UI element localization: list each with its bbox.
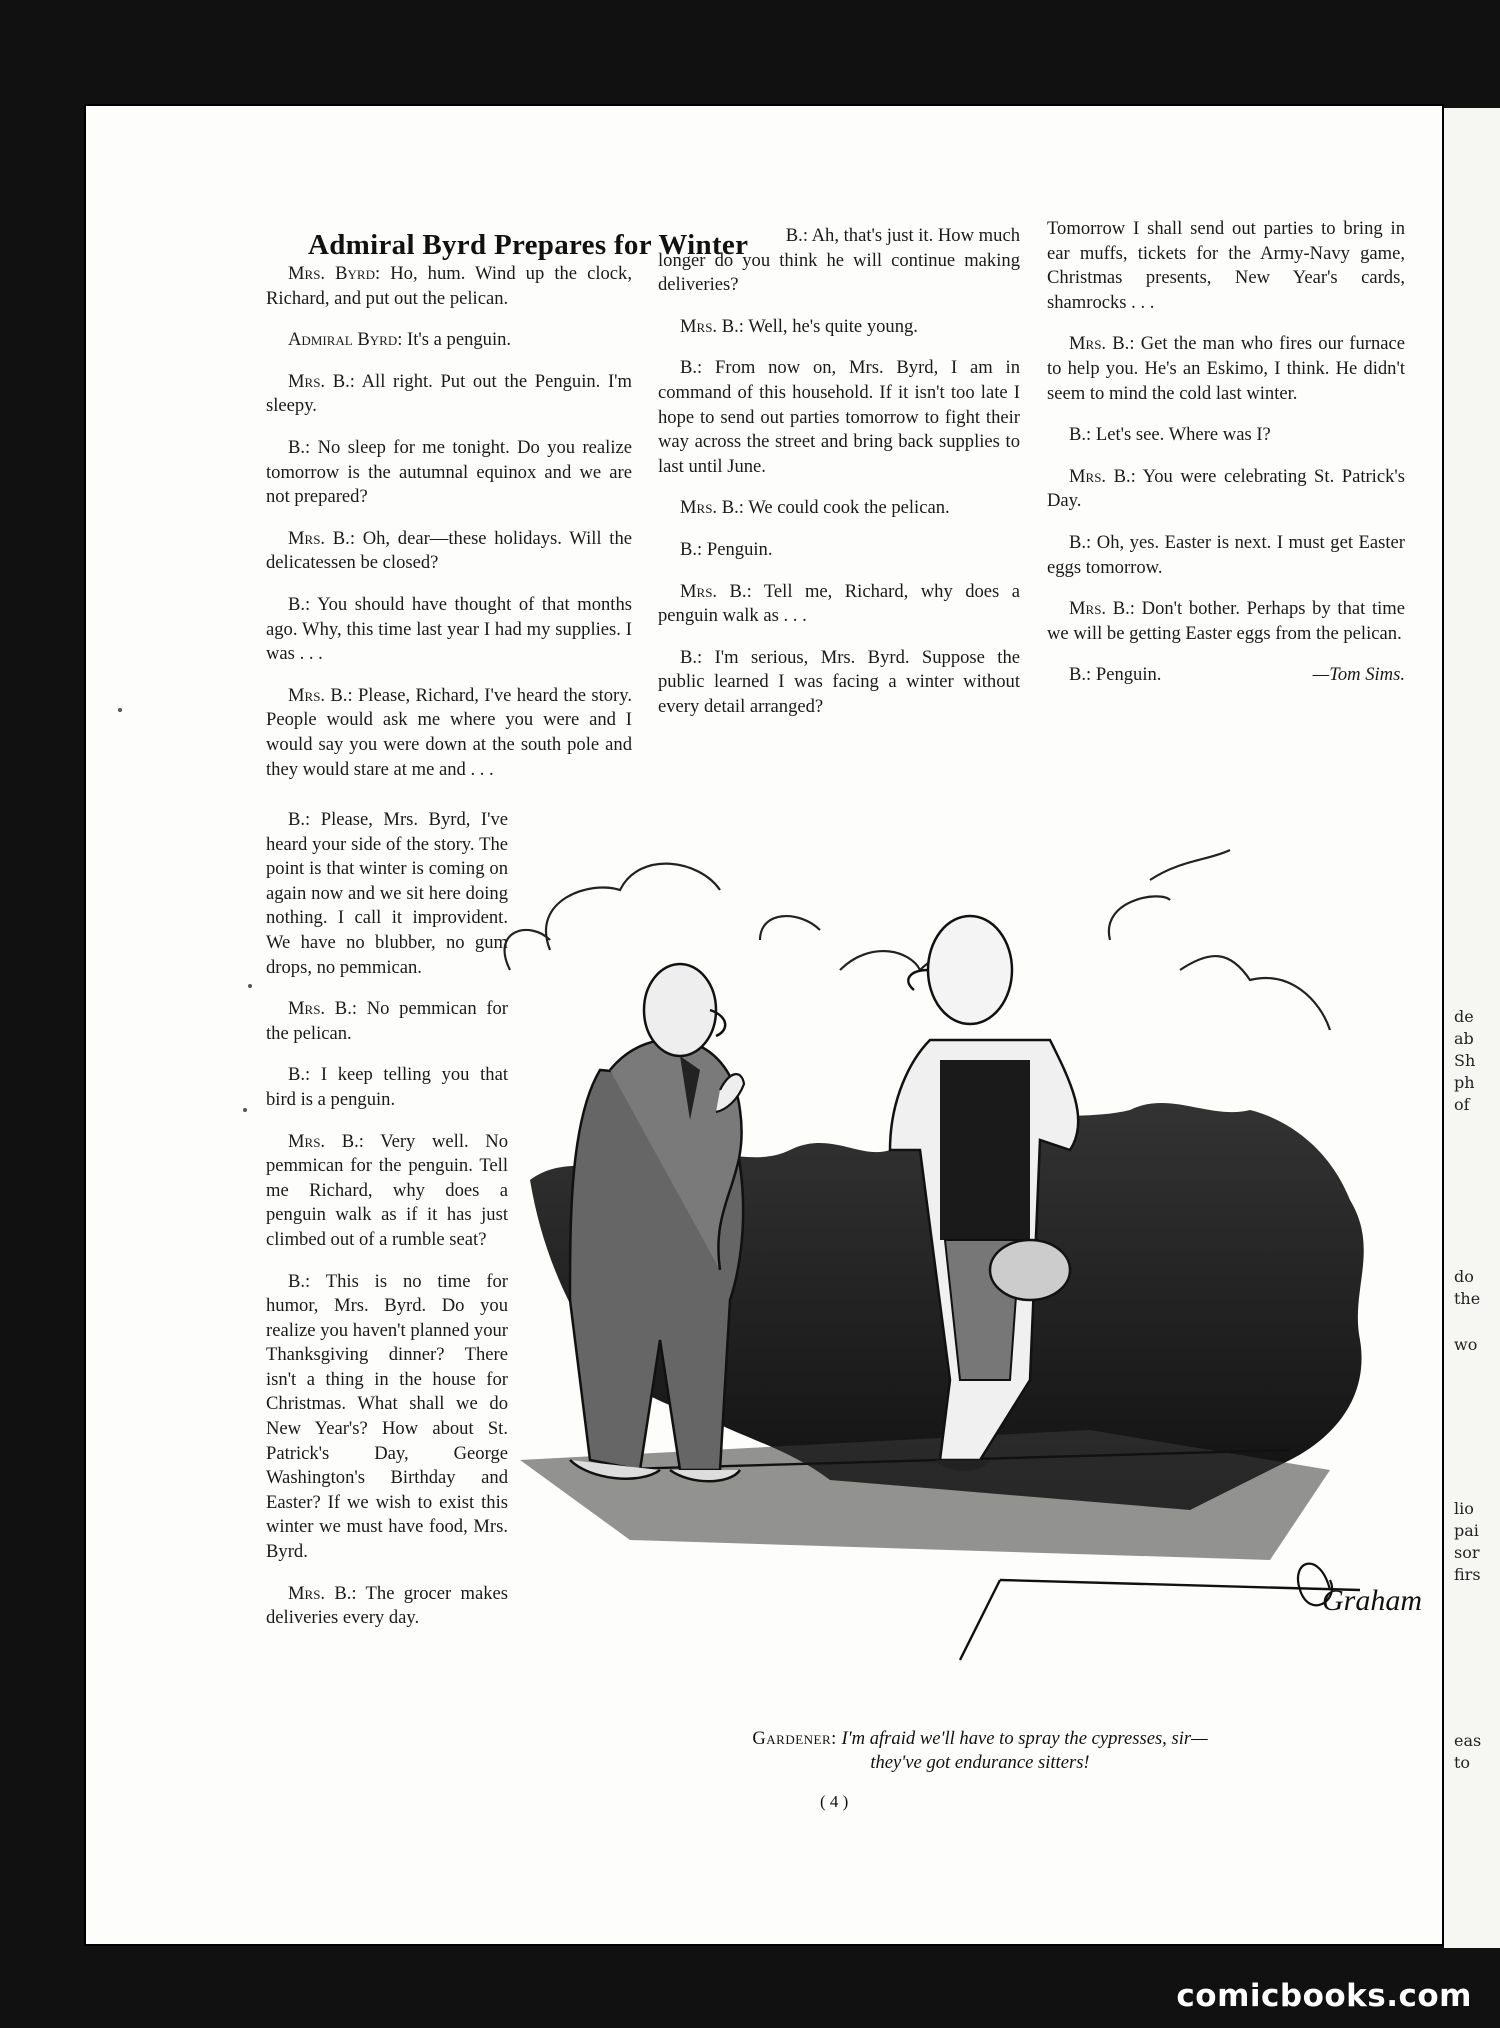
caption-quote-2: they've got endurance sitters!: [870, 1752, 1090, 1773]
speaker-label: Mrs. B.:: [288, 998, 358, 1020]
fragment: wo: [1454, 1335, 1478, 1354]
dialogue-text: No sleep for me tonight. Do you realize tomorrow is the autumnal equinox and we are not prepared?: [266, 436, 632, 508]
speaker-label: B.:: [1069, 424, 1092, 446]
caption-quote-1: I'm afraid we'll have to spray the cypresses, sir—: [841, 1728, 1208, 1749]
dialogue-text: Oh, yes. Easter is next. I must get Easter eggs tomorrow.: [1047, 531, 1405, 578]
fragment: eas: [1454, 1731, 1482, 1750]
dialogue-text: This is no time for humor, Mrs. Byrd. Do you realize you haven't planned your Thanksgiving dinner? There isn't a thing in the house for Christmas. What shall we do New Year's? How about St. Patrick's Day, George Washington's Birthday and Easter? If we wish to exist this winter we must have food, Mrs. Byrd.: [266, 1270, 508, 1563]
article-column-1-narrow: [266, 808, 508, 1648]
dialogue-text: Very well. No pemmican for the penguin. Tell me Richard, why does a penguin walk as if it has just climbed out of a rumble seat?: [266, 1130, 508, 1250]
caption-speaker: Gardener:: [752, 1728, 837, 1749]
fragment: ph: [1454, 1073, 1475, 1092]
dialogue-line: [266, 997, 508, 1046]
dialogue-line: [266, 328, 632, 353]
closing-reply: B.: Penguin.: [1069, 664, 1162, 686]
dialogue-line: [1047, 217, 1405, 315]
adjacent-page-edge: [1444, 108, 1500, 1948]
cloud-outlines: [505, 850, 1330, 1030]
dialogue-line: [1047, 332, 1405, 406]
dialogue-line: [658, 356, 1020, 479]
dialogue-line: [1047, 423, 1405, 448]
column-2-body: [658, 249, 1020, 720]
speaker-label: B.:: [680, 538, 703, 560]
fragment: Sh: [1454, 1051, 1476, 1070]
fragment: lio: [1454, 1499, 1474, 1518]
dialogue-line: [266, 684, 632, 782]
dialogue-text: It's a penguin.: [407, 329, 512, 351]
speaker-label: Mrs. B.:: [288, 1130, 364, 1152]
speaker-label: B.:: [288, 436, 311, 458]
speaker-label: Mrs. B.:: [288, 684, 353, 706]
dialogue-text: All right. Put out the Penguin. I'm sleepy.: [266, 370, 632, 417]
speaker-label: B.:: [680, 646, 703, 668]
article-column-3: [1047, 217, 1405, 705]
dialogue-line: [266, 370, 632, 419]
author-byline: —Tom Sims.: [1312, 664, 1405, 686]
dialogue-text: Penguin.: [706, 538, 773, 560]
dialogue-line: [658, 646, 1020, 720]
article-column-2: [658, 224, 1020, 737]
dialogue-line: [658, 315, 1020, 340]
dialogue-text: Tell me, Richard, why does a penguin walk as . . .: [658, 580, 1020, 627]
fragment: the: [1454, 1289, 1481, 1308]
dialogue-line: [266, 436, 632, 510]
dialogue-line: [266, 593, 632, 667]
article-column-1: [266, 262, 632, 799]
dialogue-text: Don't bother. Perhaps by that time we will be getting Easter eggs from the pelican.: [1047, 598, 1406, 644]
site-watermark: comicbooks.com: [1176, 1978, 1472, 2014]
dialogue-line: [266, 1063, 508, 1112]
dialogue-text: Please, Richard, I've heard the story. People would ask me where you were and I would say you were down at the south pole and they would stare at me and . . .: [266, 684, 632, 780]
dialogue-line: [658, 538, 1020, 563]
dialogue-text: I'm serious, Mrs. Byrd. Suppose the public learned I was facing a winter without every detail arranged?: [658, 646, 1021, 717]
dialogue-line: [1047, 465, 1405, 514]
speaker-label: Mrs. B.:: [288, 370, 355, 392]
scan-speck: [243, 1108, 247, 1112]
speaker-label: Mrs. B.:: [680, 580, 752, 602]
dialogue-line: [266, 1582, 508, 1631]
dialogue-line: [266, 262, 632, 311]
speaker-label: Mrs. Byrd:: [288, 263, 381, 284]
fragment: sor: [1454, 1543, 1480, 1562]
fragment: pai: [1454, 1521, 1479, 1540]
speaker-label: B.:: [680, 357, 703, 379]
dialogue-text: Tomorrow I shall send out parties to bring in ear muffs, tickets for the Army-Navy game, Christmas presents, New Year's cards, shamrocks . . .: [1047, 218, 1405, 313]
dialogue-text: Ho, hum. Wind up the clock, Richard, and put out the pelican.: [266, 263, 632, 309]
fragment: of: [1454, 1095, 1470, 1114]
dialogue-text: You were celebrating St. Patrick's Day.: [1047, 465, 1405, 512]
cartoon-illustration: [530, 820, 1423, 1670]
dialogue-line: [658, 580, 1020, 629]
dialogue-text: You should have thought of that months ago. Why, this time last year I had my supplies. I was . . .: [266, 593, 632, 665]
dialogue-text: Please, Mrs. Byrd, I've heard your side of the story. The point is that winter is coming on again now and we sit here doing nothing. I call it improvident. We have no blubber, no gum drops, no pemmican.: [266, 809, 508, 978]
speaker-label: Mrs. B.:: [1069, 598, 1135, 620]
dialogue-line: [266, 808, 508, 980]
speaker-label: B.:: [288, 1270, 311, 1292]
dialogue-text: I keep telling you that bird is a penguin.: [266, 1064, 508, 1110]
article-title: Admiral Byrd Prepares for Winter: [308, 229, 749, 262]
speaker-label: B.:: [288, 593, 311, 615]
dialogue-text: longer do you think he will continue making deliveries?: [658, 249, 1020, 296]
speaker-label: Mrs. B.:: [1069, 465, 1136, 487]
scan-speck: [118, 708, 122, 712]
page-number: ( 4 ): [820, 1792, 849, 1811]
dialogue-line: [658, 496, 1020, 521]
dialogue-text: Well, he's quite young.: [748, 315, 918, 337]
dialogue-text: Oh, dear—these holidays. Will the delicatessen be closed?: [266, 527, 632, 574]
fragment: de: [1454, 1007, 1474, 1026]
svg-text:Graham: Graham: [1322, 1584, 1423, 1617]
dialogue-line: [1047, 531, 1405, 580]
speaker-label: B.:: [288, 809, 311, 830]
dialogue-line: [266, 1130, 508, 1253]
speaker-label: Admiral Byrd:: [288, 329, 403, 351]
admiral-figure: [570, 964, 744, 1481]
dialogue-text: Let's see. Where was I?: [1095, 424, 1271, 446]
speaker-label: Mrs. B.:: [288, 527, 355, 549]
speaker-label: Mrs. B.:: [680, 497, 744, 519]
dialogue-line: [266, 1270, 508, 1565]
scan-speck: [248, 984, 252, 988]
closing-line: [1047, 663, 1405, 688]
dialogue-line: [1047, 597, 1405, 646]
speaker-label: B.:: [1069, 531, 1092, 553]
caption-line-1: [600, 1727, 1360, 1751]
cartoon-caption: [600, 1727, 1360, 1775]
fragment: to: [1454, 1753, 1471, 1772]
artist-signature: [1298, 1564, 1422, 1617]
fragment: do: [1454, 1267, 1474, 1286]
dialogue-line: [266, 527, 632, 576]
dialogue-line: [658, 249, 1020, 298]
dialogue-text: We could cook the pelican.: [748, 497, 950, 519]
speaker-label: Mrs. B.:: [1069, 333, 1135, 355]
speaker-label: B.:: [288, 1064, 311, 1086]
dialogue-text: Get the man who fires our furnace to help you. He's an Eskimo, I think. He didn't seem to mind the cold last winter.: [1047, 333, 1406, 404]
column-3-body: [1047, 217, 1405, 646]
dialogue-text: From now on, Mrs. Byrd, I am in command of this household. If it isn't too late I hope to send out parties tomorrow to fight their way across the street and bring back supplies to last until June.: [658, 357, 1020, 477]
dialogue-text: No pemmican for the pelican.: [266, 998, 508, 1044]
fragment: firs: [1454, 1565, 1481, 1584]
speaker-label: Mrs. B.:: [288, 1582, 357, 1604]
speaker-label: Mrs. B.:: [680, 315, 744, 337]
dialogue-text: The grocer makes deliveries every day.: [266, 1582, 509, 1629]
column-2-lead: B.: Ah, that's just it. How much: [785, 225, 1020, 246]
fragment: ab: [1454, 1029, 1474, 1048]
